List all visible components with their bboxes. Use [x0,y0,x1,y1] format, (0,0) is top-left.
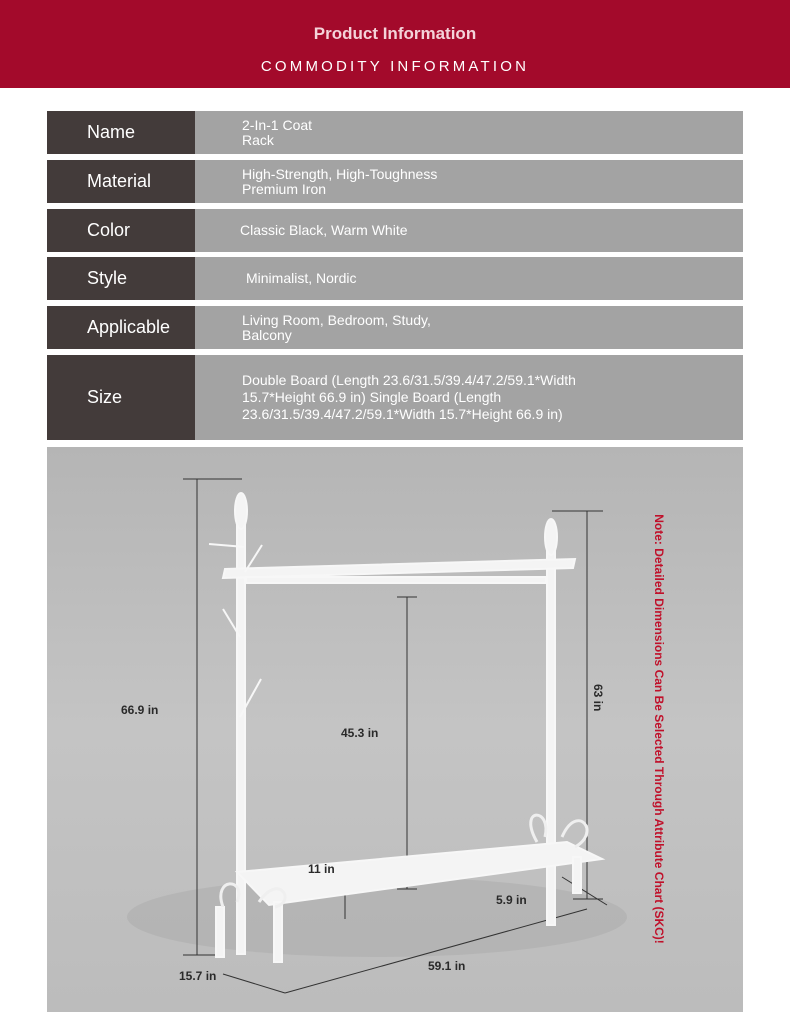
coat-rack-illustration [47,447,743,1012]
spec-value-wrap [195,257,743,300]
spec-row-color [47,209,743,252]
spec-value-wrap [195,111,743,154]
spec-value: Double Board (Length 23.6/31.5/39.4/47.2/59.1*Width 15.7*Height 66.9 in) Single Board (Length 23.6/31.5/39.4/47.2/59.1*Width 15.7*Height 66.9 in) [242,372,576,422]
spec-value: High-Strength, High-Toughness Premium Iron [242,165,438,197]
spec-value-wrap [195,306,743,349]
dim-shelf-gap: 11 in [308,862,335,876]
header-banner [0,0,790,88]
dim-foot-height: 5.9 in [496,893,527,907]
spec-row-style [47,257,743,300]
spec-label: Material [47,160,195,203]
dimension-note: Note: Detailed Dimensions Can Be Selected Through Attribute Chart (SKC)! [652,514,666,944]
page-subtitle: COMMODITY INFORMATION [260,58,530,75]
page-title: Product Information [313,24,477,43]
spec-value-wrap [195,355,743,440]
dim-total-height: 66.9 in [121,703,159,717]
spec-label: Size [47,355,195,440]
dim-width: 15.7 in [179,969,217,983]
spec-value: Classic Black, Warm White [240,222,408,238]
dim-rail-height: 45.3 in [341,726,379,740]
spec-value-wrap [195,160,743,203]
spec-value: 2-In-1 Coat Rack [242,116,313,148]
spec-label: Name [47,111,195,154]
spec-label: Color [47,209,195,252]
spec-value: Minimalist, Nordic [246,270,357,286]
spec-row-applicable [47,306,743,349]
spec-value: Living Room, Bedroom, Study, Balcony [242,311,431,343]
dim-length: 59.1 in [428,959,466,973]
spec-label: Style [47,257,195,300]
dim-frame-height: 63 in [591,684,605,712]
spec-row-name [47,111,743,154]
product-photo [47,447,743,1012]
spec-value-wrap [195,209,743,252]
spec-row-material [47,160,743,203]
spec-label: Applicable [47,306,195,349]
spec-row-size [47,355,743,440]
